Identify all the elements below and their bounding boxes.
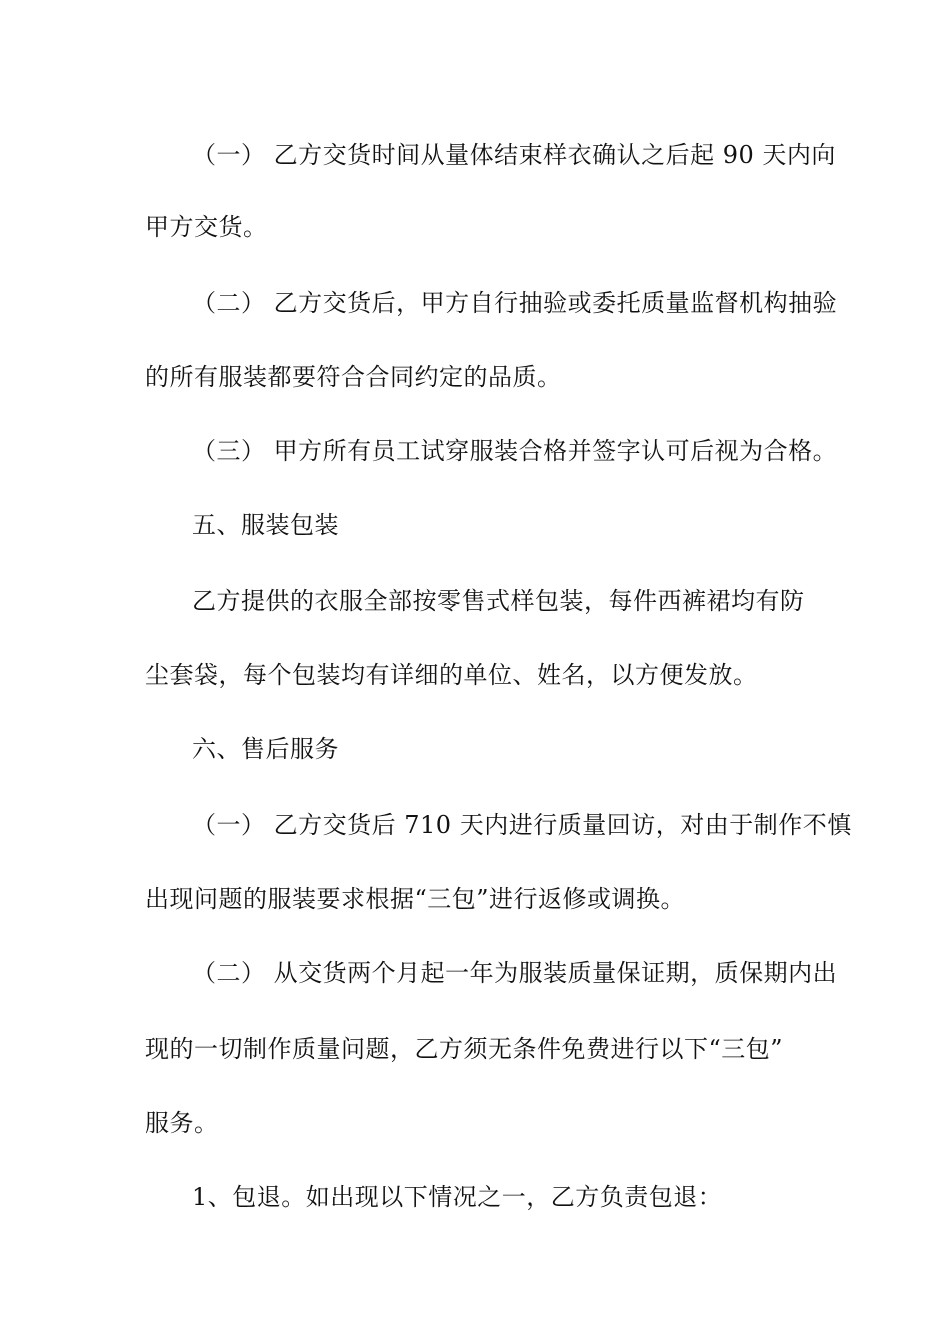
text-line: 的所有服装都要符合合同约定的品质。 — [145, 363, 562, 391]
section-heading: 六、售后服务 — [192, 735, 339, 763]
text-line: （一） 乙方交货后 710 天内进行质量回访，对由于制作不慎 — [192, 811, 852, 839]
text-line: （三） 甲方所有员工试穿服装合格并签字认可后视为合格。 — [192, 437, 838, 465]
text-line: （二） 乙方交货后，甲方自行抽验或委托质量监督机构抽验 — [192, 289, 838, 317]
text-line: （一） 乙方交货时间从量体结束样衣确认之后起 90 天内向 — [192, 141, 836, 169]
text-line: 出现问题的服装要求根据“三包”进行返修或调换。 — [145, 885, 686, 913]
text-line: （二） 从交货两个月起一年为服装质量保证期，质保期内出 — [192, 959, 838, 987]
text-line: 服务。 — [145, 1109, 219, 1137]
text-line: 乙方提供的衣服全部按零售式样包装，每件西裤裙均有防 — [192, 587, 805, 615]
text-line: 现的一切制作质量问题，乙方须无条件免费进行以下“三包” — [145, 1035, 784, 1063]
section-heading: 五、服装包装 — [192, 511, 339, 539]
text-line: 甲方交货。 — [145, 213, 268, 241]
text-line: 尘套袋，每个包装均有详细的单位、姓名，以方便发放。 — [145, 661, 758, 689]
text-line: 1、包退。如出现以下情况之一，乙方负责包退： — [192, 1183, 723, 1211]
